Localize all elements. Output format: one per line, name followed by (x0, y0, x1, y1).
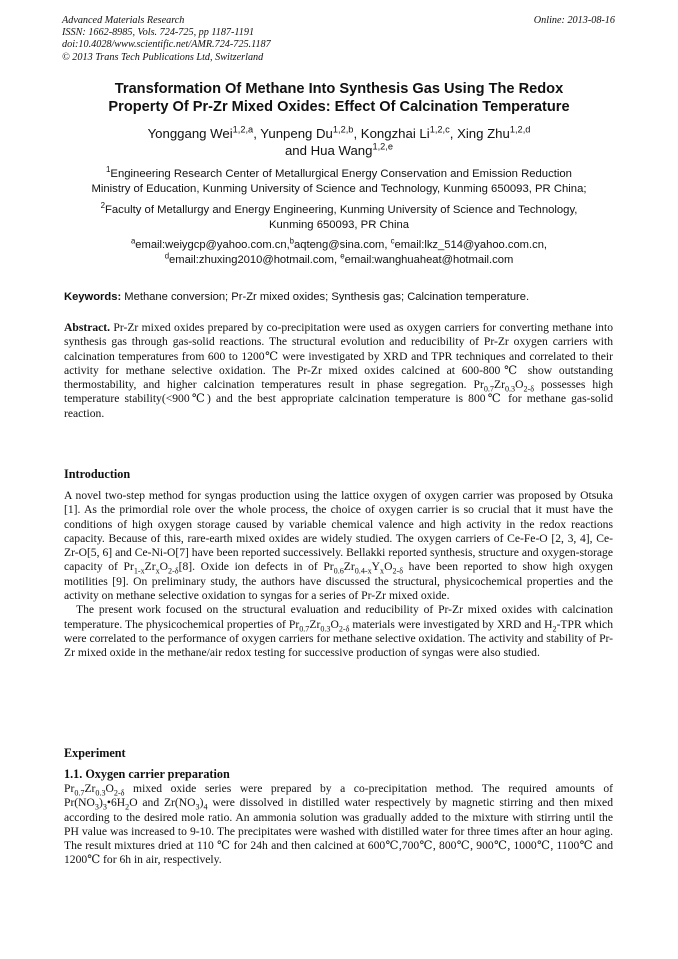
affiliation-2-line-2: Kunming 650093, PR China (268, 219, 410, 232)
experiment-heading: Experiment (64, 746, 126, 760)
authors-line-1 (40, 125, 638, 142)
experiment-body (64, 782, 613, 868)
subscript: x (155, 566, 160, 576)
body-text: -TPR which were correlated to the performance of oxygen carriers for methane selective oxidation. The activity and stability of Pr-Zr mixed oxide in the methane/air redox testing for successive production of syngas were also studied. (64, 617, 614, 660)
subscript: 1-x (133, 566, 145, 576)
subscript: 3 (195, 802, 200, 812)
abstract-text: O (515, 378, 524, 392)
body-text: mixed oxide series were prepared by a co-precipitation method. The required amounts of Pr(NO (64, 782, 613, 810)
body-text: Pr (64, 782, 75, 795)
author-sup: 1,2,b (332, 124, 354, 135)
subscript: 0.7 (483, 384, 494, 394)
body-text: O (159, 560, 169, 574)
affiliation-2-line-1 (40, 203, 638, 218)
subscript: 2-δ (338, 623, 350, 633)
issn-line: ISSN: 1662-8985, Vols. 724-725, pp 1187-1191 (62, 27, 255, 39)
email-link[interactable]: email:lkz_514@yahoo.com.cn, (394, 239, 548, 251)
email-sup: d (164, 251, 170, 261)
author-sup: 1,2,d (509, 124, 531, 135)
subscript: 0.3 (320, 623, 331, 633)
body-text: O (384, 560, 393, 574)
body-text: •6H (106, 796, 126, 810)
email-list (40, 238, 638, 268)
author-separator: , (449, 126, 458, 141)
paper-title (40, 81, 638, 116)
subscript: 2-δ (168, 566, 179, 576)
body-text: Zr (144, 560, 156, 574)
introduction-body (64, 489, 613, 661)
subscript: 0.3 (504, 384, 516, 394)
author-separator: , (353, 126, 361, 141)
body-text: O (330, 617, 339, 631)
body-text: Zr (84, 782, 96, 795)
abstract (64, 321, 613, 421)
abstract-text: possesses high temperature stability(<900℃) and the best appropriate calcination temperature is 800℃ for methane gas-solid reaction. (64, 378, 613, 420)
author-name: Yunpeng Du (260, 126, 333, 141)
email-link[interactable]: aqteng@sina.com, (294, 239, 391, 251)
journal-name: Advanced Materials Research (62, 15, 185, 26)
author-name: Yonggang Wei (147, 126, 233, 141)
body-text: ) (199, 796, 204, 810)
author-sup: 1,2,a (232, 124, 254, 135)
body-text: have been reported to show high oxygen motilities [9]. On preliminary study, the authors have discussed the structural, physicochemical properties and the activity on methane selective oxidation to syngas for a series of Pr-Zr mixed oxide. (64, 560, 613, 603)
author-and: and (284, 143, 311, 158)
body-text: Zr (309, 617, 321, 631)
keywords-label: Keywords: (64, 291, 122, 303)
email-link[interactable]: email:zhuxing2010@hotmail.com, (169, 254, 341, 266)
affiliation-sup: 1 (106, 165, 111, 175)
author-list (40, 125, 638, 159)
keywords-text: Methane conversion; Pr-Zr mixed oxides; Synthesis gas; Calcination temperature. (121, 291, 530, 303)
affiliation-text: Engineering Research Center of Metallurgical Energy Conservation and Emission Reduction (110, 168, 572, 180)
email-sup: a (130, 236, 136, 246)
body-text: Y (371, 560, 381, 574)
email-sup: c (390, 236, 395, 246)
subscript: 0.3 (95, 788, 106, 798)
affiliation-1-line-1 (40, 167, 638, 182)
experiment-subheading: 1.1. Oxygen carrier preparation (64, 767, 230, 781)
abstract-label: Abstract. (64, 321, 111, 334)
authors-line-2 (40, 142, 638, 159)
journal-header (62, 15, 615, 64)
author-name: Kongzhai Li (360, 126, 430, 141)
body-text: The present work focused on the structural evaluation and reducibility of Pr-Zr mixed oxides with calcination temperature. The physicochemical properties of Pr (64, 603, 613, 631)
email-line-2 (40, 253, 638, 268)
subscript: 2 (125, 802, 130, 812)
subscript: 0.4-x (354, 566, 372, 576)
introduction-paragraph-1 (64, 489, 613, 603)
email-link[interactable]: email:wanghuaheat@hotmail.com (344, 254, 514, 266)
subscript: x (380, 566, 385, 576)
doi-line: doi:10.4028/www.scientific.net/AMR.724-725.1187 (62, 39, 271, 51)
title-line-2: Property Of Pr-Zr Mixed Oxides: Effect Of Calcination Temperature (108, 98, 570, 115)
title-line-1: Transformation Of Methane Into Synthesis Gas Using The Redox (114, 81, 564, 97)
email-sup: e (340, 251, 345, 261)
keywords (64, 290, 624, 304)
subscript: 0.7 (74, 788, 85, 798)
body-text: Zr (343, 560, 355, 574)
body-text: A novel two-step method for syngas production using the lattice oxygen of oxygen carrier was proposed by Otsuka [1]. As the primordial role over the whole process, the choice of oxygen carrier is so crucial that it must have the conditions of high oxygen storage caused by variable chemical valence and high activity in the redox reactions capacity. Because of this, rare-earth mixed oxides are widely studied. The oxygen carriers of Ce-Fe-O [2, 3, 4], Ce-Zr-O[5, 6] and Ce-Ni-O[7] have been reported successively. Bellakki reported synthesis, structure and oxygen-storage capacity of Pr (64, 489, 613, 574)
author-sup: 1,2,e (372, 141, 394, 152)
affiliation-1-line-2: Ministry of Education, Kunming University of Science and Technology, Kunming 650093, PR China; (91, 183, 587, 196)
author-separator: , (253, 126, 261, 141)
introduction-paragraph-2 (64, 603, 613, 660)
subscript: 2-δ (392, 566, 404, 576)
author-name: Hua Wang (310, 143, 373, 158)
subscript: 2-δ (523, 384, 535, 394)
subscript: 0.7 (299, 623, 310, 633)
subscript: 2-δ (113, 788, 125, 798)
affiliation-2 (40, 203, 638, 233)
body-text: were dissolved in distilled water respectively by magnetic stirring and then mixed according to the desired mole ratio. An ammonia solution was gradually added to the mixture with stirring until the PH value was increased to 9-10. The precipitates were washed with distilled water for three times after an hour aging. The result mixtures dried at 110 ℃ for 24h and then calcined at 600℃,700℃, 800℃, 900℃, 1000℃, 1100℃ and 1200℃ for 6h in air, respectively. (64, 796, 613, 867)
subscript: 4 (203, 802, 208, 812)
introduction-heading: Introduction (64, 467, 131, 481)
author-name: Xing Zhu (457, 126, 510, 141)
abstract-text: Pr-Zr mixed oxides prepared by co-precipitation were used as oxygen carriers for converting methane into synthesis gas through gas-solid reactions. The structural evolution and reducibility of Pr-Zr oxygen carriers with calcination temperatures from 600 to 1200℃ were investigated by XRD and TPR techniques and correlated to their activity for methane selective oxidation. The Pr-Zr mixed oxides calcined at 600-800℃ show outstanding thermostability, and higher calcination temperatures result in phase segregation. Pr (64, 321, 613, 392)
email-line-1 (40, 238, 638, 253)
affiliation-text: Faculty of Metallurgy and Energy Engineering, Kunming University of Science and Technology, (104, 204, 578, 216)
affiliation-sup: 2 (100, 201, 105, 211)
body-text: O (105, 782, 114, 795)
email-link[interactable]: email:weiygcp@yahoo.com.cn, (135, 239, 290, 251)
online-date: Online: 2013-08-16 (533, 15, 615, 26)
affiliation-1 (40, 167, 638, 197)
subscript: 3 (94, 802, 99, 812)
email-sup: b (289, 236, 295, 246)
subscript: 0.6 (333, 566, 344, 576)
body-text: materials were investigated by XRD and H (349, 617, 553, 631)
copyright-line: © 2013 Trans Tech Publications Ltd, Switzerland (62, 51, 264, 63)
subscript: 2 (552, 623, 557, 633)
body-text: O and Zr(NO (129, 796, 196, 810)
subscript: 3 (102, 802, 107, 812)
body-text: [8]. Oxide ion defects in of Pr (178, 560, 334, 574)
header-left (62, 15, 615, 64)
abstract-text: Zr (493, 378, 505, 392)
body-text: ) (98, 796, 103, 810)
author-sup: 1,2,c (429, 124, 450, 135)
